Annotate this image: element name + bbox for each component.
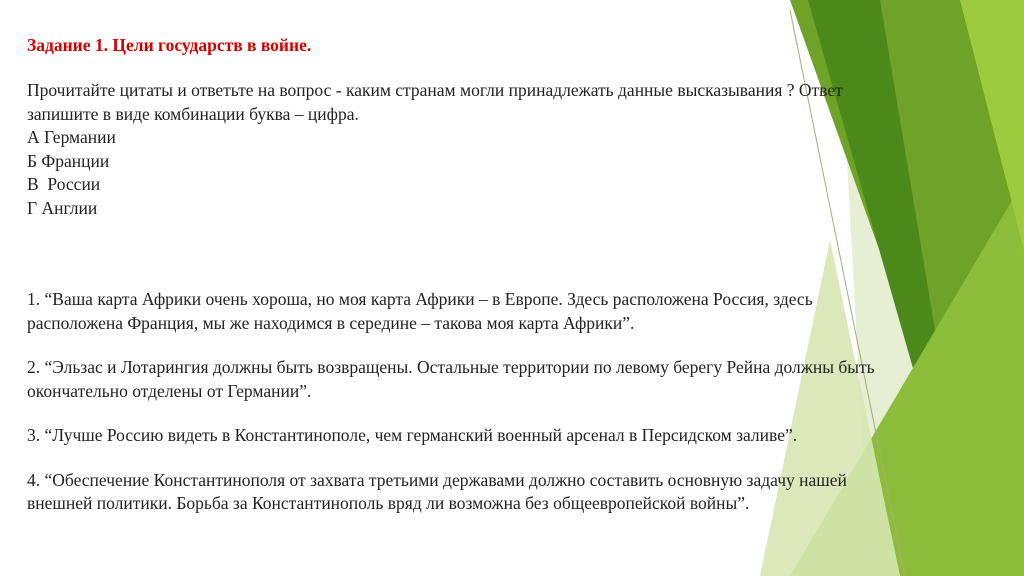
quotes-list <box>27 288 977 516</box>
option-a: А Германии <box>27 127 116 147</box>
quote-4-line-2: внешней политики. Борьба за Константинополь вряд ли возможна без общеевропейской войны”. <box>27 493 750 513</box>
quote-2-line-2: окончательно отделены от Германии”. <box>27 380 312 401</box>
quote-4-line-1: 4. “Обеспечение Константинополя от захвата третьими державами должно составить основную задачу нашей <box>27 469 847 490</box>
option-v: В России <box>27 174 101 194</box>
quote-1-line-1: 1. “Ваша карта Африки очень хороша, но моя карта Африки – в Европе. Здесь расположена Россия, здесь <box>27 289 813 309</box>
instruction-line-1: Прочитайте цитаты и ответьте на вопрос - каким странам могли принадлежать данные высказывания ? Ответ <box>27 80 843 100</box>
quote-3 <box>27 424 977 448</box>
quote-2 <box>27 356 977 403</box>
quote-1-line-2: расположена Франция, мы же находимся в середине – такова моя карта Африки”. <box>27 312 635 333</box>
quote-1 <box>27 288 977 335</box>
task-title: Задание 1. Цели государств в войне. <box>27 35 312 55</box>
option-b: Б Франции <box>27 150 110 171</box>
quote-4 <box>27 469 977 516</box>
slide-content <box>27 33 977 537</box>
quote-2-line-1: 2. “Эльзас и Лотарингия должны быть возвращены. Остальные территории по левому берегу Рейна должны быть <box>27 357 875 377</box>
quote-3-line-1: 3. “Лучше Россию видеть в Константинополе, чем германский военный арсенал в Персидском заливе”. <box>27 425 798 445</box>
option-g: Г Англии <box>27 197 98 218</box>
country-options <box>27 126 977 220</box>
instruction-line-2: запишите в виде комбинации буква – цифра. <box>27 103 359 124</box>
